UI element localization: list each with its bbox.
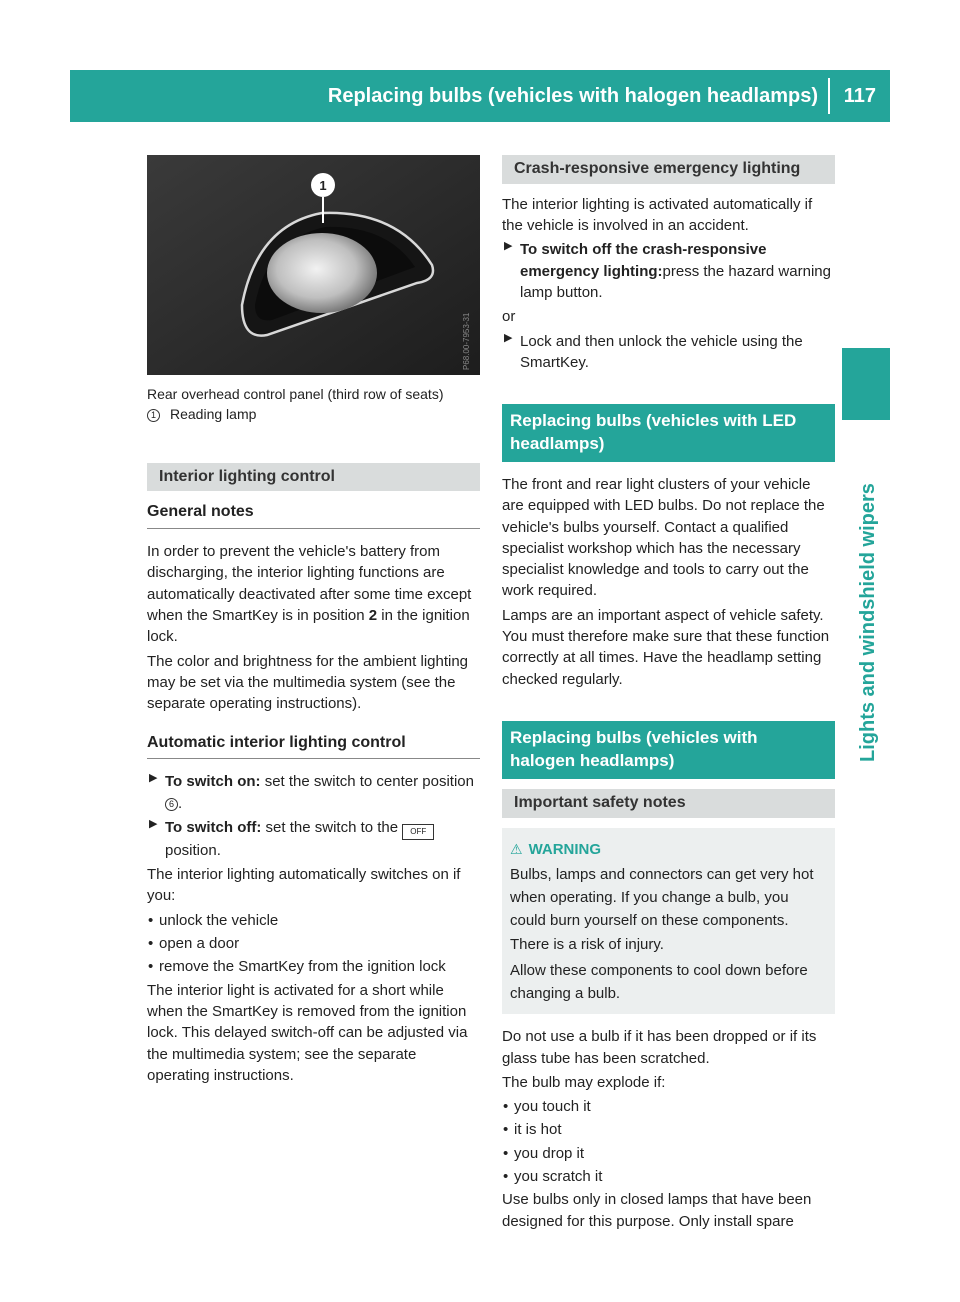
figure-code: P68.00-7953-31 — [462, 312, 471, 370]
step-lock-unlock: ▶ Lock and then unlock the vehicle using the SmartKey. — [504, 331, 803, 371]
warning-text: Bulbs, lamps and connectors can get very hot when operating. If you change a bulb, you could burn yourself on these components. There is a risk of injury. — [510, 865, 814, 953]
or-text: or — [502, 308, 516, 326]
list-item: • it is hot — [503, 1121, 562, 1139]
list-item: • you scratch it — [503, 1168, 603, 1186]
left-column — [147, 155, 480, 1089]
paragraph-safety: Lamps are an important aspect of vehicle safety. You must therefore make sure that these function correctly at all times. Have the headlamp setting checked regularly. — [502, 606, 830, 688]
step-arrow-icon: ▶ — [504, 331, 513, 344]
step-switch-off: ▶ To switch off: set the switch to the OFF position. — [147, 817, 480, 861]
list-item: • you drop it — [503, 1144, 585, 1162]
paragraph-dropped-bulb: Do not use a bulb if it has been dropped or if its glass tube has been scratched. — [502, 1028, 817, 1067]
paragraph-auto-on: The interior lighting automatically switches on if you: — [147, 866, 461, 905]
legend-text: Reading lamp — [170, 405, 257, 422]
list-item: • open a door — [148, 935, 240, 953]
paragraph-closed-lamps: Use bulbs only in closed lamps that have been designed for this purpose. Only install spare — [502, 1191, 812, 1230]
section-band-safety-notes: Important safety notes — [502, 789, 835, 818]
lamp-illustration — [147, 155, 480, 375]
list-item: • unlock the vehicle — [148, 911, 279, 929]
paragraph-led: The front and rear light clusters of your vehicle are equipped with LED bulbs. Do not replace the vehicle's bulbs yourself. Contact a qualified specialist workshop which has the necessary specialist knowledge and tools to carry out the work required. — [502, 475, 825, 600]
right-column — [502, 155, 835, 1235]
page-number: 117 — [843, 85, 876, 107]
step-switch-on: ▶ To switch on: set the switch to center position 6 . — [149, 772, 474, 812]
header-separator — [828, 78, 830, 114]
section-band-interior-lighting: Interior lighting control — [147, 463, 480, 492]
position-symbol: 6 — [165, 798, 178, 811]
subheading-automatic-control: Automatic interior lighting control — [147, 732, 480, 760]
legend-symbol: 1 — [147, 409, 160, 422]
paragraph-crash-auto: The interior lighting is activated automatically if the vehicle is involved in an accident. — [502, 195, 813, 235]
figure-legend — [147, 405, 480, 425]
list-item: • you touch it — [503, 1098, 591, 1116]
header-title: Replacing bulbs (vehicles with halogen headlamps) — [327, 85, 818, 107]
reading-lamp-photo — [147, 155, 480, 375]
subheading-general-notes: General notes — [147, 501, 480, 529]
warning-advice: Allow these components to cool down before changing a bulb. — [510, 961, 808, 1003]
figure-caption: Rear overhead control panel (third row of seats) — [147, 386, 444, 402]
paragraph-delayed-switch-off: The interior light is activated for a short while when the SmartKey is removed from the ignition lock. This delayed switch-off can be adjusted via the multimedia system; see the separate operating instructions. — [147, 981, 468, 1084]
step-arrow-icon: ▶ — [149, 817, 158, 830]
section-heading-led: Replacing bulbs (vehicles with LED headlamps) — [502, 404, 835, 462]
step-arrow-icon: ▶ — [504, 240, 513, 253]
paragraph-ambient: The color and brightness for the ambient lighting may be set via the multimedia system (see the separate operating instructions). — [147, 652, 469, 713]
paragraph-battery: In order to prevent the vehicle's battery from discharging, the interior lighting functions are automatically deactivated after some time except when the SmartKey is in position 2 in the ignition lock. — [147, 543, 472, 646]
list-item: • remove the SmartKey from the ignition lock — [148, 958, 446, 976]
off-switch-icon: OFF — [402, 824, 434, 840]
step-arrow-icon: ▶ — [149, 772, 158, 785]
warning-title: ⚠ WARNING — [510, 838, 827, 861]
side-tab — [842, 348, 890, 420]
step-switch-off-crash: ▶ To switch off the crash-responsive emergency lighting:press the hazard warning lamp button. — [504, 240, 831, 301]
warning-icon: ⚠ — [510, 840, 523, 857]
paragraph-explode: The bulb may explode if: — [502, 1073, 666, 1091]
page-header — [70, 70, 890, 122]
callout-number: 1 — [319, 178, 327, 193]
warning-box — [502, 828, 835, 1015]
section-band-crash-lighting: Crash-responsive emergency lighting — [502, 155, 835, 184]
section-heading-halogen: Replacing bulbs (vehicles with halogen headlamps) — [502, 721, 835, 779]
side-label: Lights and windshield wipers — [856, 483, 879, 762]
